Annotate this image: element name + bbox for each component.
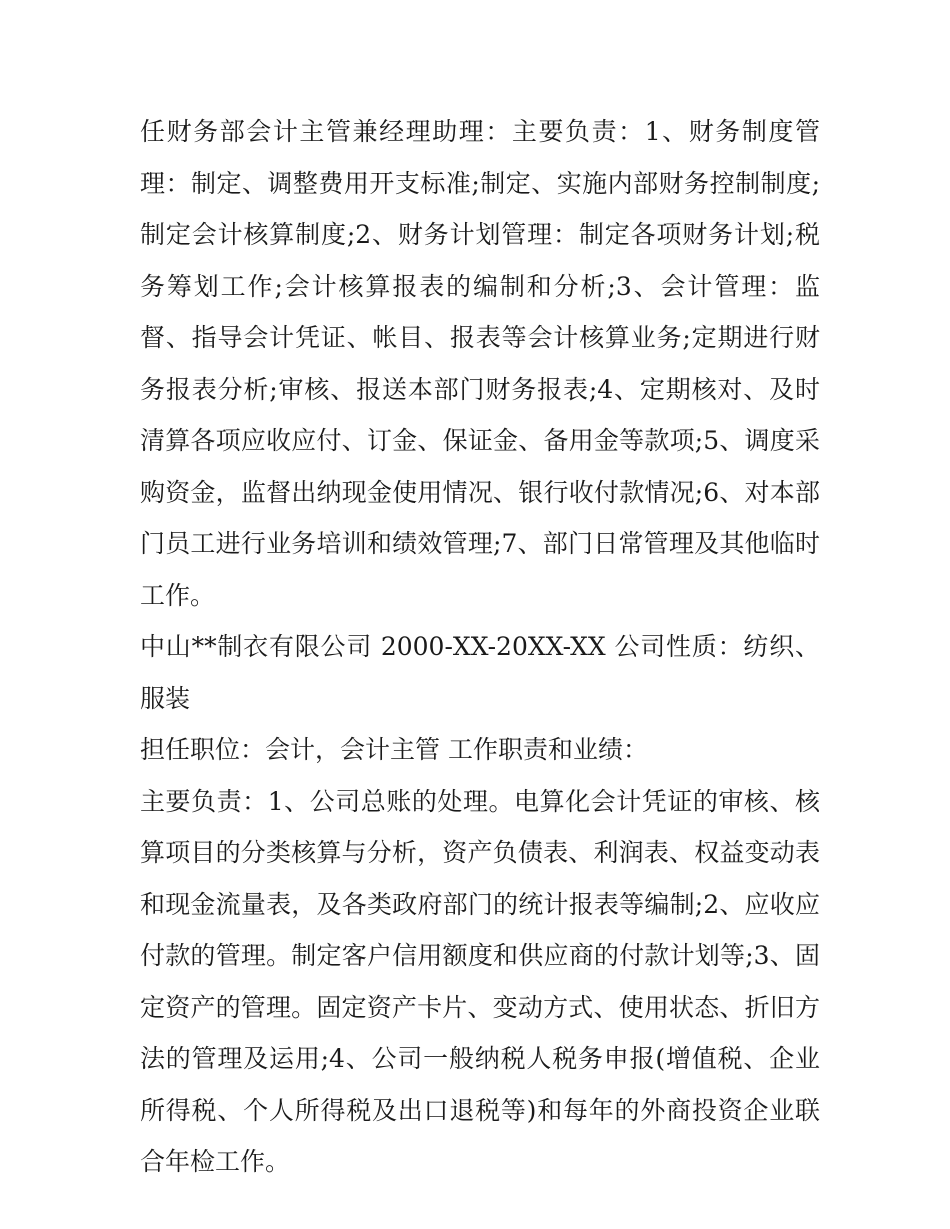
paragraph-company-info: 中山**制衣有限公司 2000-XX-20XX-XX 公司性质：纺织、服装	[140, 632, 820, 713]
paragraph-position-info: 担任职位：会计，会计主管 工作职责和业绩：	[140, 735, 648, 764]
paragraph-job-duties-manager: 任财务部会计主管兼经理助理：主要负责：1、财务制度管理：制定、调整费用开支标准;制定、实施内部财务控制制度;制定会计核算制度;2、财务计划管理：制定各项财务计划;税务筹划工作;会计核算报表的编制和分析;3、会计管理：监督、指导会计凭证、帐目、报表等会计核算业务;定期进行财务报表分析;审核、报送本部门财务报表;4、定期核对、及时清算各项应收应付、订金、保证金、备用金等款项;5、调度采购资金，监督出纳现金使用情况、银行收付款情况;6、对本部门员工进行业务培训和绩效管理;7、部门日常管理及其他临时工作。	[140, 117, 820, 610]
document-body	[140, 106, 820, 1188]
paragraph-job-duties-accountant: 主要负责：1、公司总账的处理。电算化会计凭证的审核、核算项目的分类核算与分析，资产负债表、利润表、权益变动表和现金流量表，及各类政府部门的统计报表等编制;2、应收应付款的管理。制定客户信用额度和供应商的付款计划等;3、固定资产的管理。固定资产卡片、变动方式、使用状态、折旧方法的管理及运用;4、公司一般纳税人税务申报(增值税、企业所得税、个人所得税及出口退税等)和每年的外商投资企业联合年检工作。	[140, 786, 820, 1176]
